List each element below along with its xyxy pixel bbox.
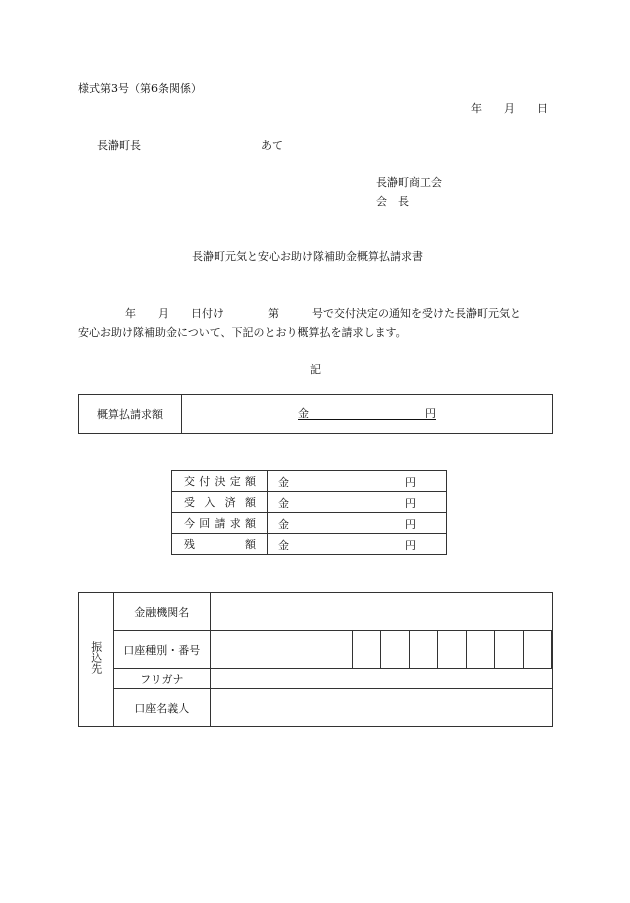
form-number: 様式第3号（第6条関係） xyxy=(78,82,202,95)
account-type-label: 口座種別・番号 xyxy=(113,631,210,669)
detail-label: 今回請求額 xyxy=(172,513,268,534)
detail-kin: 金 xyxy=(278,476,289,489)
transfer-side-text: 振込先 xyxy=(89,641,103,674)
detail-kin: 金 xyxy=(278,539,289,552)
addressee-suffix: あて xyxy=(261,139,283,152)
detail-value-cell[interactable] xyxy=(268,534,447,555)
date-line: 年 月 日 xyxy=(471,102,548,115)
body-line-2: 安心お助け隊補助金について、下記のとおり概算払を請求します。 xyxy=(78,326,407,339)
gaisan-table xyxy=(78,394,553,434)
account-digit[interactable] xyxy=(495,631,523,669)
body-line-1: 年 月 日付け 第 号で交付決定の通知を受けた長瀞町元気と xyxy=(125,307,521,320)
institution-input[interactable] xyxy=(211,593,553,631)
account-digit[interactable] xyxy=(523,631,551,669)
furigana-label: フリガナ xyxy=(113,669,210,689)
gaisan-yen: 円 xyxy=(425,407,436,420)
detail-yen: 円 xyxy=(405,497,416,510)
gaisan-amount-underline xyxy=(298,405,436,420)
sender-org: 長瀞町商工会 xyxy=(376,176,442,189)
document-title: 長瀞町元気と安心お助け隊補助金概算払請求書 xyxy=(192,250,423,263)
detail-kin: 金 xyxy=(278,518,289,531)
table-row xyxy=(79,593,553,631)
detail-label: 残額 xyxy=(172,534,268,555)
institution-label: 金融機関名 xyxy=(113,593,210,631)
detail-kin: 金 xyxy=(278,497,289,510)
detail-yen: 円 xyxy=(405,518,416,531)
detail-label: 受入済額 xyxy=(172,492,268,513)
detail-value-cell[interactable] xyxy=(268,471,447,492)
table-row xyxy=(172,471,447,492)
account-digit[interactable] xyxy=(438,631,466,669)
furigana-input[interactable] xyxy=(211,669,553,689)
table-row xyxy=(79,631,553,669)
sender-title: 会 長 xyxy=(376,195,409,208)
transfer-side-label xyxy=(79,593,114,727)
table-row xyxy=(79,669,553,689)
table-row xyxy=(172,534,447,555)
detail-yen: 円 xyxy=(405,476,416,489)
account-digit[interactable] xyxy=(381,631,409,669)
account-digit[interactable] xyxy=(552,631,553,669)
detail-table xyxy=(171,470,447,555)
table-row xyxy=(172,513,447,534)
account-digit[interactable] xyxy=(353,631,381,669)
ki-heading: 記 xyxy=(310,363,321,376)
account-digit[interactable] xyxy=(466,631,494,669)
table-row xyxy=(172,492,447,513)
table-row xyxy=(79,689,553,727)
bank-table xyxy=(78,592,553,727)
gaisan-kin: 金 xyxy=(298,407,309,420)
account-digit[interactable] xyxy=(409,631,437,669)
detail-yen: 円 xyxy=(405,539,416,552)
holder-input[interactable] xyxy=(211,689,553,727)
gaisan-label: 概算払請求額 xyxy=(79,395,182,434)
detail-value-cell[interactable] xyxy=(268,513,447,534)
holder-label: 口座名義人 xyxy=(113,689,210,727)
detail-value-cell[interactable] xyxy=(268,492,447,513)
gaisan-amount-cell[interactable] xyxy=(182,395,553,434)
account-type-input[interactable] xyxy=(211,631,353,669)
addressee: 長瀞町長 xyxy=(97,139,141,152)
detail-label: 交付決定額 xyxy=(172,471,268,492)
